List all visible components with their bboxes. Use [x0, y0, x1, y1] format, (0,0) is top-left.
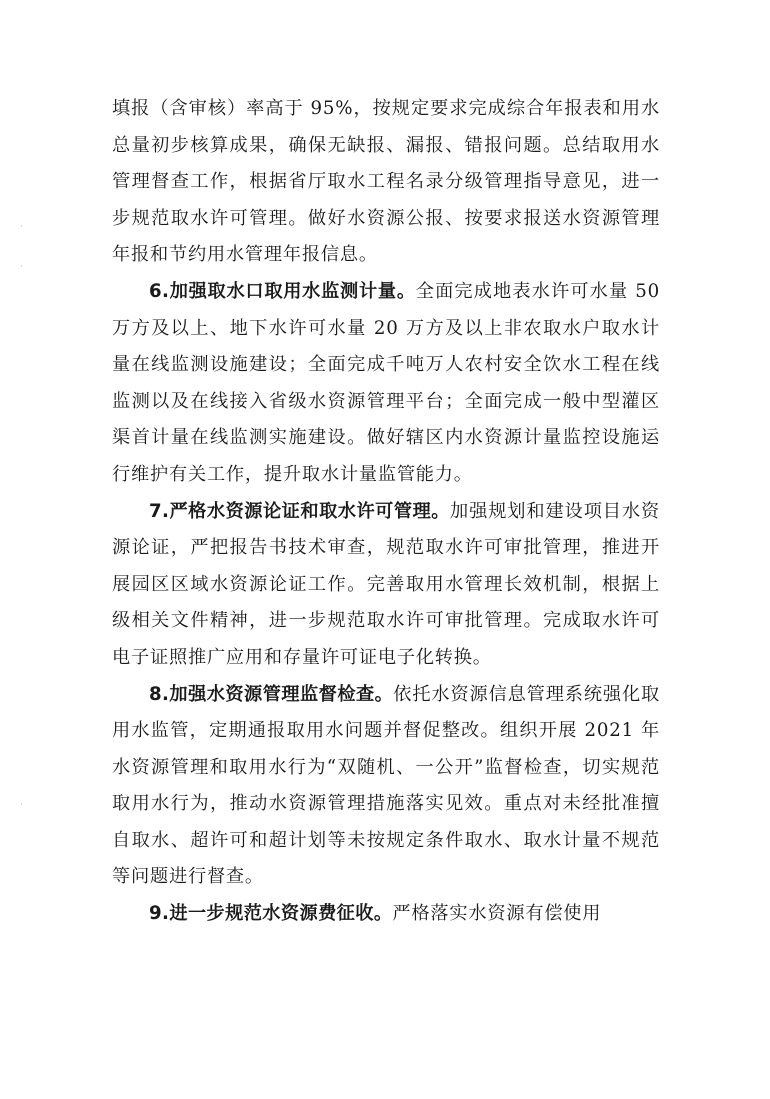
- paragraph-text: 全面完成地表水许可水量 50 万方及以上、地下水许可水量 20 万方及以上非农取水户取水计量在线监测设施建设；全面完成千吨万人农村安全饮水工程在线监测以及在线接入省级水资源管理平台；全面完成一般中型灌区渠首计量在线监测实施建设。做好辖区内水资源计量监控设施运行维护有关工作，提升取水计量监管能力。: [112, 280, 660, 485]
- paragraph-item-7: [112, 494, 660, 677]
- paragraph-item-9: [112, 896, 660, 933]
- paragraph-heading: 7.严格水资源论证和取水许可管理。: [149, 500, 450, 522]
- paragraph-text: 严格落实水资源有偿使用: [392, 903, 602, 925]
- scan-speck: ·: [20, 800, 23, 810]
- paragraph-text: 加强规划和建设项目水资源论证，严把报告书技术审查，规范取水许可审批管理，推进开展园区区域水资源论证工作。完善取用水管理长效机制，根据上级相关文件精神，进一步规范取水许可审批管理。完成取水许可电子证照推广应用和存量许可证电子化转换。: [112, 500, 660, 668]
- paragraph-heading: 6.加强取水口取用水监测计量。: [149, 280, 416, 302]
- paragraph-text: 依托水资源信息管理系统强化取用水监管，定期通报取用水问题并督促整改。组织开展 2021 年水资源管理和取用水行为“双随机、一公开”监督检查，切实规范取用水行为，推动水资源管理措施落实见效。重点对未经批准擅自取水、超许可和超计划等未按规定条件取水、取水计量不规范等问题进行督查。: [112, 683, 660, 888]
- paragraph-item-6: [112, 274, 660, 494]
- paragraph-continued: [112, 91, 660, 274]
- paragraph-heading: 8.加强水资源管理监督检查。: [149, 683, 394, 705]
- paragraph-item-8: [112, 677, 660, 897]
- scan-speck: ·: [20, 222, 23, 232]
- document-body: [112, 91, 660, 933]
- scan-speck: ·: [20, 262, 23, 272]
- paragraph-heading: 9.进一步规范水资源费征收。: [149, 903, 393, 925]
- paragraph-text: 填报（含审核）率高于 95%，按规定要求完成综合年报表和用水总量初步核算成果，确保无缺报、漏报、错报问题。总结取用水管理督查工作，根据省厅取水工程名录分级管理指导意见，进一步规范取水许可管理。做好水资源公报、按要求报送水资源管理年报和节约用水管理年报信息。: [112, 98, 660, 266]
